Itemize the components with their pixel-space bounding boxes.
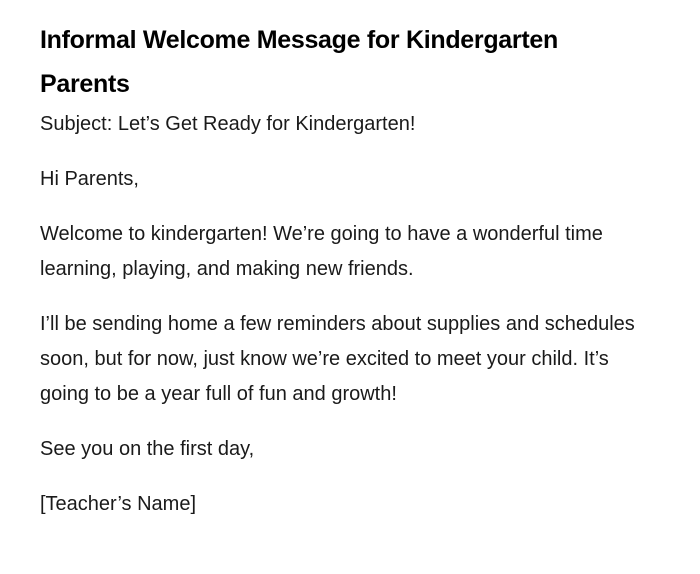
- subject-line: Subject: Let’s Get Ready for Kindergarten!: [40, 113, 416, 135]
- document-body: [40, 18, 640, 522]
- body-paragraph-welcome: Welcome to kindergarten! We’re going to have a wonderful time learning, playing, and making new friends.: [40, 223, 603, 280]
- document-title: Informal Welcome Message for Kindergarten Parents: [40, 26, 558, 98]
- greeting: Hi Parents,: [40, 168, 139, 190]
- body-paragraph-reminders: I’ll be sending home a few reminders about supplies and schedules soon, but for now, just know we’re excited to meet your child. It’s going to be a year full of fun and growth!: [40, 313, 635, 405]
- closing-line: See you on the first day,: [40, 438, 255, 460]
- signature: [Teacher’s Name]: [40, 493, 196, 515]
